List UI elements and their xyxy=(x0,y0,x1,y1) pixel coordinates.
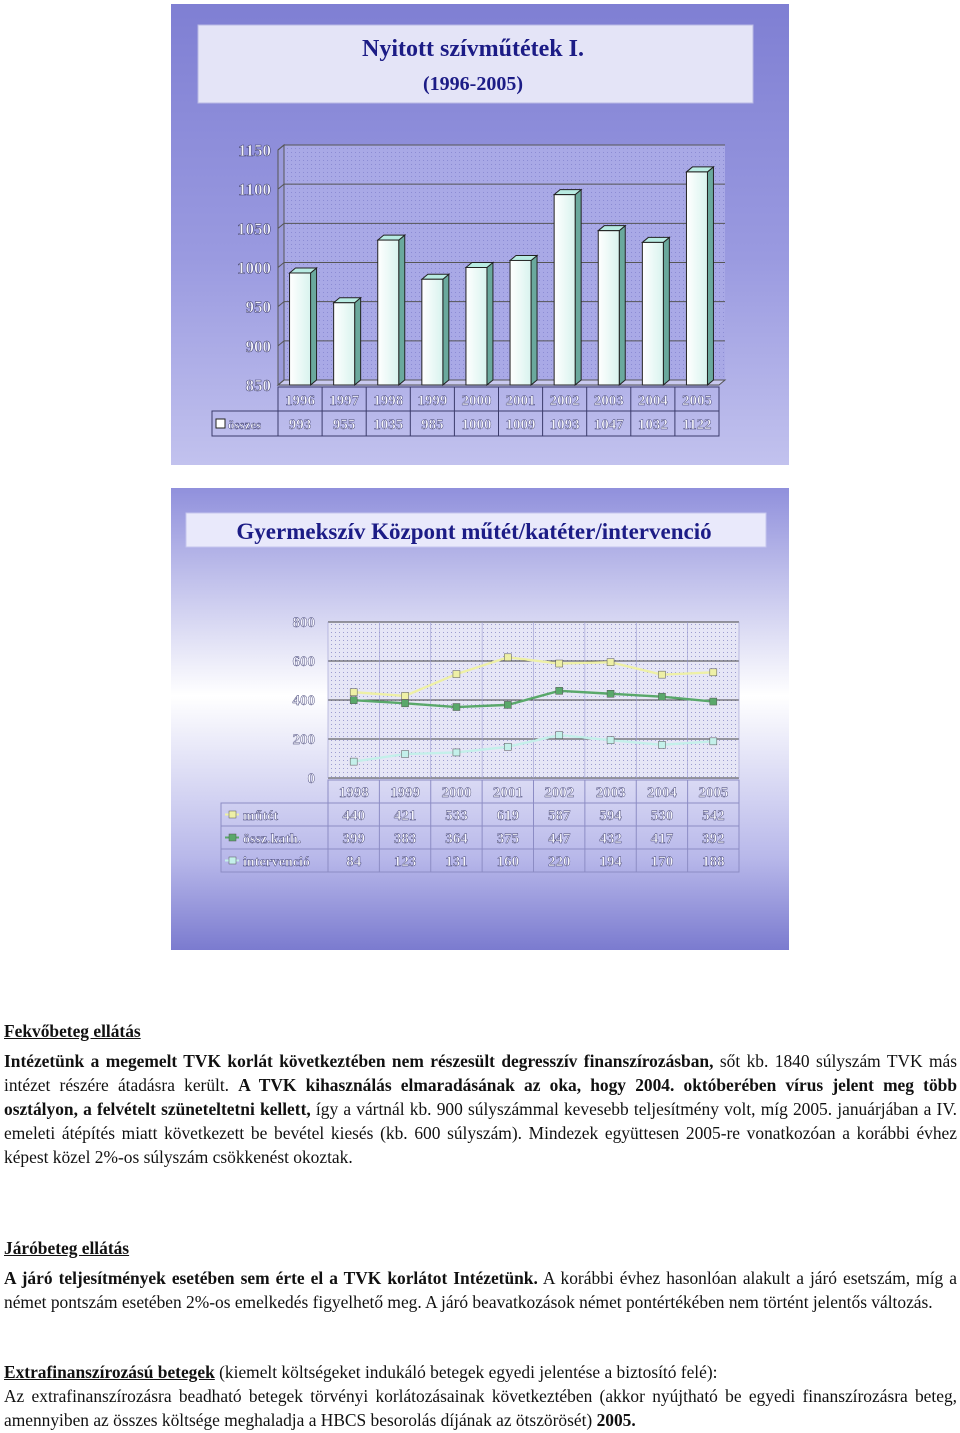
data-point xyxy=(607,659,614,666)
section-paragraph xyxy=(4,1266,957,1314)
data-label: 1000 xyxy=(461,417,492,433)
bar xyxy=(378,240,399,385)
bar-side xyxy=(311,268,317,385)
data-point xyxy=(350,689,357,696)
data-label: 160 xyxy=(496,854,520,870)
bar-side xyxy=(663,237,669,385)
bar xyxy=(510,260,531,385)
data-point xyxy=(504,701,511,708)
x-tick-label: 1996 xyxy=(285,393,316,409)
data-point xyxy=(402,692,409,699)
data-point xyxy=(556,687,563,694)
data-point xyxy=(402,751,409,758)
chart-title: Gyermekszív Központ műtét/katéter/intervenció xyxy=(236,519,712,544)
data-label: 993 xyxy=(288,417,312,433)
line-chart xyxy=(171,488,789,950)
data-label: 392 xyxy=(702,831,725,847)
x-tick-label: 1997 xyxy=(329,393,360,409)
data-label: 399 xyxy=(342,831,365,847)
data-table xyxy=(212,387,719,436)
bar-side xyxy=(531,255,537,385)
data-label: 985 xyxy=(421,417,444,433)
y-tick-label: 0 xyxy=(307,771,315,787)
paragraph-bold: 2005. xyxy=(596,1410,636,1430)
data-label: 447 xyxy=(547,831,571,847)
x-tick-label: 2003 xyxy=(593,393,624,409)
paragraph-bold: A TVK kihasználás elmaradásának az oka, hogy 2004. októberében vírus jelent meg több osztályon, a felvételt szüneteltetni kellett, xyxy=(4,1075,957,1119)
data-label: 594 xyxy=(599,808,622,824)
x-tick-label: 2004 xyxy=(637,393,668,409)
bar-2000 xyxy=(466,263,493,386)
x-tick-label: 2005 xyxy=(681,393,712,409)
bar-1998 xyxy=(378,235,405,385)
data-label: 194 xyxy=(599,854,622,870)
data-point xyxy=(504,743,511,750)
y-tick-label: 850 xyxy=(245,376,271,395)
bar-2002 xyxy=(554,190,581,385)
section-inpatient xyxy=(4,1019,957,1169)
section-extra-financing xyxy=(4,1360,957,1432)
data-point xyxy=(710,698,717,705)
chart-title: Nyitott szívműtétek I. xyxy=(362,36,584,62)
data-point xyxy=(658,693,665,700)
bar-plot-area xyxy=(278,145,725,385)
section-heading: Extrafinanszírozású betegek xyxy=(4,1362,215,1382)
line-plot-area xyxy=(328,622,739,778)
bar-1997 xyxy=(334,298,361,385)
data-point xyxy=(350,697,357,704)
legend-label: össz.kath. xyxy=(243,832,302,847)
legend-label: műtét xyxy=(243,809,278,824)
x-tick-label: 1999 xyxy=(417,393,448,409)
section-paragraph xyxy=(4,1049,957,1169)
data-point xyxy=(658,741,665,748)
y-tick-label: 200 xyxy=(292,732,315,748)
x-tick-label: 2003 xyxy=(595,785,626,801)
legend-label: intervenció xyxy=(243,855,310,870)
paragraph-text: így a vártnál kb. 900 súlyszámmal kevesebb teljesítmény volt, míg 2005. januárjában a IV. emeleti átépítés miatt következett be bevétel kiesés (kb. 600 súlyszám). Mindezek együttesen 2005-re vonatkozóan a korábbi évhez képest közel 2%-os súlyszám csökkenést okoztak. xyxy=(4,1099,957,1167)
y-tick-label: 1100 xyxy=(237,180,271,200)
data-point xyxy=(453,749,460,756)
data-label: 1122 xyxy=(682,417,712,433)
chart-subtitle: (1996-2005) xyxy=(423,73,523,95)
data-point xyxy=(350,758,357,765)
x-tick-label: 1998 xyxy=(373,393,404,409)
data-label: 530 xyxy=(650,808,674,824)
data-label: 417 xyxy=(650,831,674,847)
data-label: 170 xyxy=(650,854,674,870)
bar-2003 xyxy=(598,226,625,385)
y-tick-label: 950 xyxy=(245,297,271,317)
bar xyxy=(642,242,663,385)
y-tick-label: 900 xyxy=(245,336,271,356)
x-tick-label: 2001 xyxy=(492,785,523,801)
bar-side xyxy=(355,298,361,385)
x-tick-label: 2002 xyxy=(549,393,580,409)
section-outpatient xyxy=(4,1236,957,1314)
heading-note: (kiemelt költségeket indukáló betegek egyedi jelentése a biztosító felé): xyxy=(214,1362,718,1382)
data-point xyxy=(556,732,563,739)
data-point xyxy=(402,700,409,707)
x-tick-label: 2002 xyxy=(544,785,575,801)
bar xyxy=(334,303,355,385)
legend-swatch xyxy=(229,834,236,841)
data-point xyxy=(658,671,665,678)
legend-swatch xyxy=(229,857,236,864)
data-label: 1047 xyxy=(593,417,624,433)
bar xyxy=(686,172,707,385)
x-tick-label: 2000 xyxy=(441,785,472,801)
y-tick-label: 800 xyxy=(292,615,315,631)
data-label: 542 xyxy=(702,808,725,824)
bar-1996 xyxy=(290,268,317,385)
x-tick-label: 2004 xyxy=(646,785,677,801)
data-point xyxy=(710,738,717,745)
section-heading: Fekvőbeteg ellátás xyxy=(4,1021,141,1041)
bar-side xyxy=(707,167,713,385)
data-label: 84 xyxy=(346,854,362,870)
legend-swatch xyxy=(229,811,236,818)
bar-side xyxy=(619,226,625,385)
bar-1999 xyxy=(422,274,449,385)
data-label: 188 xyxy=(702,854,725,870)
bar xyxy=(598,231,619,385)
legend-label: összes xyxy=(228,417,262,432)
data-label: 955 xyxy=(332,417,356,433)
paragraph-bold: Intézetünk a megemelt TVK korlát következtében nem részesült degresszív finanszírozásban, xyxy=(4,1051,714,1071)
line-chart-slide xyxy=(171,488,789,950)
data-point xyxy=(504,654,511,661)
data-label: 123 xyxy=(393,854,417,870)
bar-side xyxy=(443,274,449,385)
y-tick-label: 1050 xyxy=(237,219,271,239)
y-tick-label: 1150 xyxy=(237,141,271,160)
bar-side xyxy=(487,263,493,386)
bar-2004 xyxy=(642,237,669,385)
paragraph-text: sőt kb. 1840 súlyszám TVK más intézet részére átadásra került. xyxy=(4,1051,957,1095)
data-label: 619 xyxy=(496,808,520,824)
section-paragraph xyxy=(4,1384,957,1432)
y-tick-label: 1000 xyxy=(237,258,271,278)
data-label: 432 xyxy=(599,831,622,847)
bar-2001 xyxy=(510,255,537,385)
bar xyxy=(290,273,311,385)
data-label: 1093 xyxy=(549,417,580,433)
data-label: 1009 xyxy=(505,417,536,433)
legend-swatch xyxy=(216,419,225,428)
x-tick-label: 1999 xyxy=(390,785,421,801)
data-label: 383 xyxy=(393,831,417,847)
data-label: 220 xyxy=(547,854,571,870)
x-tick-label: 2001 xyxy=(505,393,536,409)
bar xyxy=(422,279,443,385)
bar-side xyxy=(399,235,405,385)
data-label: 131 xyxy=(445,854,468,870)
bar-chart xyxy=(171,4,789,465)
data-label: 587 xyxy=(547,808,571,824)
paragraph-bold: A járó teljesítmények esetében sem érte el a TVK korlátot Intézetünk. xyxy=(4,1268,538,1288)
data-point xyxy=(453,671,460,678)
x-tick-label: 2000 xyxy=(461,393,492,409)
paragraph-text: A korábbi évhez hasonlóan alakult a járó esetszám, míg a német pontszám esetében 2%-os emelkedés figyelhető meg. A járó beavatkozások német pontértékében nem történt jelentős változás. xyxy=(4,1268,957,1312)
data-point xyxy=(453,704,460,711)
data-label: 375 xyxy=(496,831,520,847)
data-point xyxy=(710,669,717,676)
data-label: 364 xyxy=(445,831,468,847)
x-tick-label: 1998 xyxy=(338,785,369,801)
data-point xyxy=(556,660,563,667)
bar xyxy=(554,195,575,385)
bar xyxy=(466,268,487,386)
data-point xyxy=(607,690,614,697)
data-label: 421 xyxy=(393,808,417,824)
data-label: 533 xyxy=(445,808,468,824)
y-tick-label: 400 xyxy=(292,693,315,709)
bar-chart-slide xyxy=(171,4,789,465)
bar-side xyxy=(575,190,581,385)
data-label: 440 xyxy=(342,808,365,824)
x-tick-label: 2005 xyxy=(698,785,729,801)
section-heading: Járóbeteg ellátás xyxy=(4,1238,130,1258)
data-label: 1035 xyxy=(373,417,404,433)
data-point xyxy=(607,737,614,744)
paragraph-text: Az extrafinanszírozásra beadható betegek törvényi korlátozásainak következtében (akkor nyújtható be egyedi finanszírozásra beteg, amennyiben az összes költsége meghaladja a HBCS besorolás díjának az ötszörösét) xyxy=(4,1386,957,1430)
bar-2005 xyxy=(686,167,713,385)
data-label: 1032 xyxy=(637,417,668,433)
y-tick-label: 600 xyxy=(292,654,315,670)
